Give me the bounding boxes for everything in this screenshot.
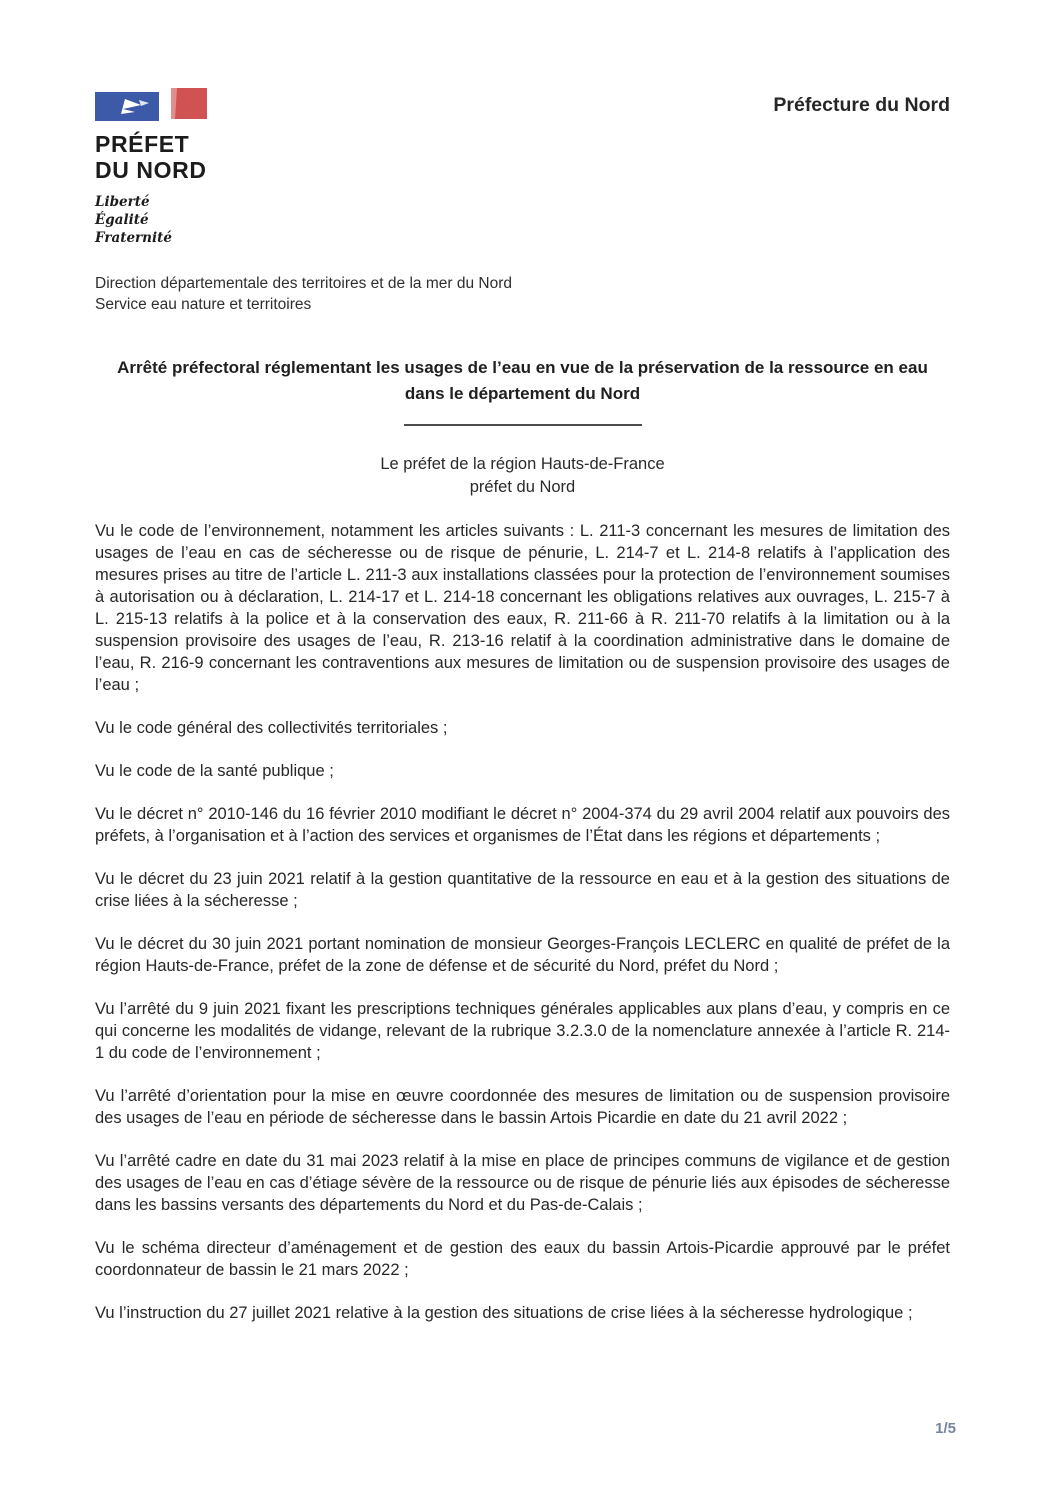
service-line: Service eau nature et territoires [95,296,312,313]
signatory-heading [95,453,950,499]
paragraph-visa-decret-2010: Vu le décret n° 2010-146 du 16 février 2010 modifiant le décret n° 2004-374 du 29 avril 2004 relatif aux pouvoirs des préfets, à l’organisation et à l’action des services et organismes de l’État dans les régions et départements ; [95,805,950,845]
paragraph-visa-sdage: Vu le schéma directeur d’aménagement et de gestion des eaux du bassin Artois-Picardie approuvé par le préfet coordonnateur de bassin le 21 mars 2022 ; [95,1239,950,1279]
paragraph-visa-arrete-cadre-2023: Vu l’arrêté cadre en date du 31 mai 2023 relatif à la mise en place de principes communs de vigilance et de gestion des usages de l’eau en cas d’étiage sévère de la ressource ou de risque de pénurie liés aux épisodes de sécheresse dans les bassins versants des départements du Nord et du Pas-de-Calais ; [95,1152,950,1214]
document-title [95,355,950,407]
paragraph-visa-instruction-2021: Vu l’instruction du 27 juillet 2021 relative à la gestion des situations de crise liées à la sécheresse hydrologique ; [95,1304,913,1322]
direction-line: Direction départementale des territoires et de la mer du Nord [95,275,512,292]
document-body [95,520,950,1324]
brand-du-nord: DU NORD [95,157,207,183]
title-divider [404,424,642,426]
marianne-flag-icon [95,86,215,124]
document-title-line1: Arrêté préfectoral réglementant les usages de l’eau en vue de la préservation de la ressource en eau [117,358,928,377]
motto-fraternite: Fraternité [95,230,172,246]
motto-egalite: Égalité [95,212,149,228]
document-title-line2: dans le département du Nord [404,384,641,403]
republic-logo [95,86,215,247]
paragraph-visa-collectivites: Vu le code général des collectivités territoriales ; [95,719,448,737]
motto [95,193,215,247]
paragraph-visa-arrete-orientation: Vu l’arrêté d’orientation pour la mise en œuvre coordonnée des mesures de limitation ou de suspension provisoire des usages de l’eau en période de sécheresse dans le bassin Artois Picardie en date du 21 avril 2022 ; [95,1087,950,1127]
page-number: 1/5 [935,1420,956,1437]
issuing-service [95,273,950,315]
page-header [95,86,950,247]
paragraph-visa-sante-publique: Vu le code de la santé publique ; [95,762,334,780]
motto-liberte: Liberté [95,194,150,210]
paragraph-visa-decret-30-juin-2021: Vu le décret du 30 juin 2021 portant nomination de monsieur Georges-François LECLERC en qualité de préfet de la région Hauts-de-France, préfet de la zone de défense et de sécurité du Nord, préfet du Nord ; [95,935,950,975]
signatory-line2: préfet du Nord [469,478,576,496]
paragraph-visa-code-environnement: Vu le code de l’environnement, notamment les articles suivants : L. 211-3 concernant les mesures de limitation des usages de l’eau en cas de sécheresse ou de risque de pénurie, L. 214-7 et L. 214-8 relatifs à l’application des mesures prises au titre de l’article L. 211-3 aux installations classées pour la protection de l’environnement soumises à autorisation ou à déclaration, L. 214-17 et L. 214-18 concernant les obligations relatives aux ouvrages, L. 215-7 à L. 215-13 relatifs à la police et à la conservation des eaux, R. 211-66 à R. 211-70 relatifs à la limitation ou à la suspension provisoire des usages de l’eau, R. 213-16 relatif à la coordination administrative dans le domaine de l’eau, R. 216-9 concernant les contraventions aux mesures de limitation ou de suspension provisoire des usages de l’eau ; [95,522,950,694]
signatory-line1: Le préfet de la région Hauts-de-France [380,455,665,473]
brand-prefet: PRÉFET [95,131,190,157]
prefecture-label: Préfecture du Nord [773,94,950,116]
paragraph-visa-decret-23-juin-2021: Vu le décret du 23 juin 2021 relatif à la gestion quantitative de la ressource en eau et à la gestion des situations de crise liées à la sécheresse ; [95,870,950,910]
paragraph-visa-arrete-9-juin-2021: Vu l’arrêté du 9 juin 2021 fixant les prescriptions techniques générales applicables aux plans d’eau, y compris en ce qui concerne les modalités de vidange, relevant de la rubrique 3.2.3.0 de la nomenclature annexée à l’article R. 214-1 du code de l’environnement ; [95,1000,950,1062]
